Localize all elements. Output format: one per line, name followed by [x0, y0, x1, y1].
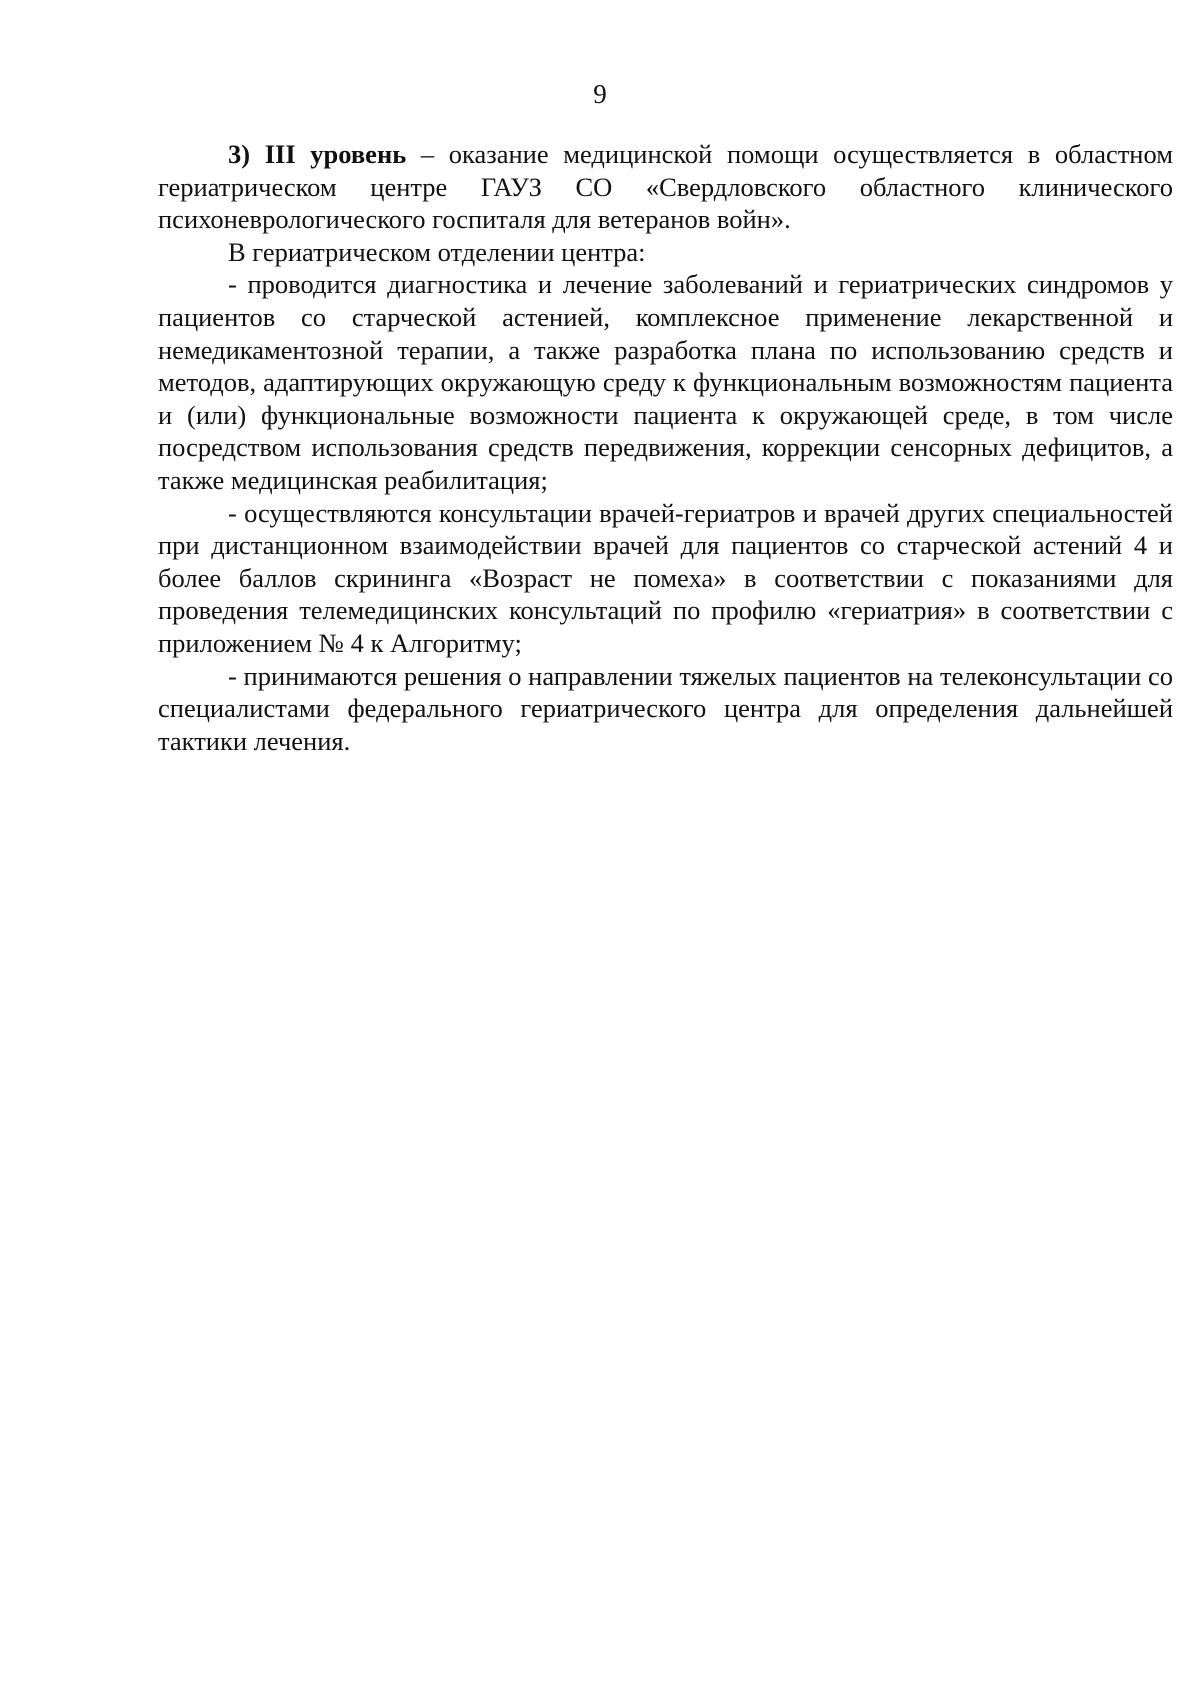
paragraph-text: – оказание медицинской помощи осуществляется в областном гериатрическом центре ГАУЗ СО «Свердловского областного клинического психоневрологического госпиталя для ветеранов войн».	[158, 139, 1173, 235]
document-body	[158, 138, 1173, 757]
list-item-consultations: - осуществляются консультации врачей-гериатров и врачей других специальностей при дистанционном взаимодействии врачей для пациентов со старческой астений 4 и более баллов скрининга «Возраст не помеха» в соответствии с показаниями для проведения телемедицинских консультаций по профилю «гериатрия» в соответствии с приложением № 4 к Алгоритму;	[158, 497, 1173, 658]
page-number: 9	[593, 79, 607, 109]
level-heading: 3) III уровень	[228, 139, 407, 169]
list-item-teleconsultations: - принимаются решения о направлении тяжелых пациентов на телеконсультации со специалистами федерального гериатрического центра для определения дальнейшей тактики лечения.	[158, 660, 1173, 756]
list-item-diagnostics: - проводится диагностика и лечение заболеваний и гериатрических синдромов у пациентов со старческой астенией, комплексное применение лекарственной и немедикаментозной терапии, а также разработка плана по использованию средств и методов, адаптирующих окружающую среду к функциональным возможностям пациента и (или) функциональные возможности пациента к окружающей среде, в том числе посредством использования средств передвижения, коррекции сенсорных дефицитов, а также медицинская реабилитация;	[158, 269, 1173, 495]
paragraph-department-intro: В гериатрическом отделении центра:	[228, 236, 646, 267]
paragraph-level-three	[158, 138, 1173, 236]
